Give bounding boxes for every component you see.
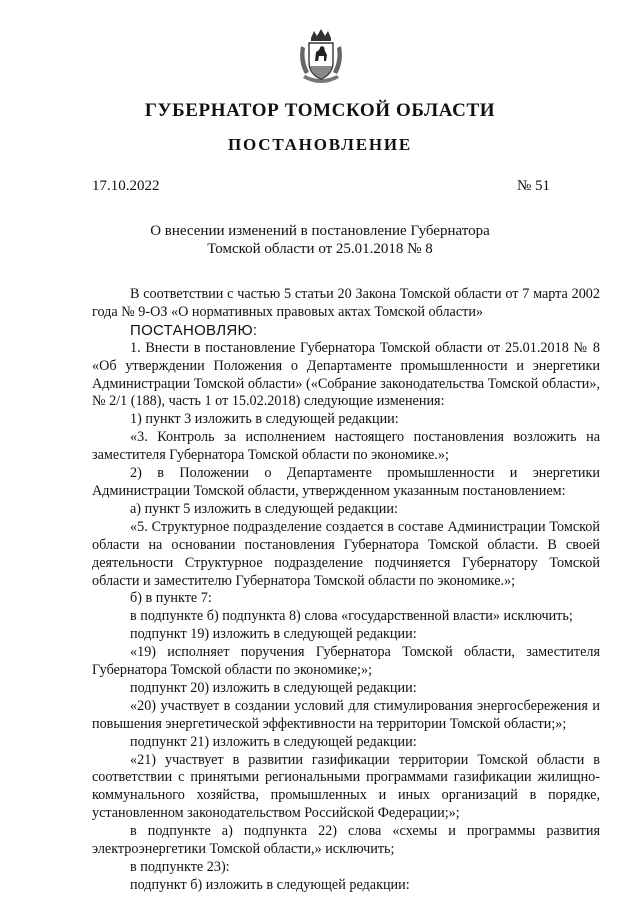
body-paragraph: а) пункт 5 изложить в следующей редакции: xyxy=(130,500,398,517)
body-paragraph: 1. Внести в постановление Губернатора Томской области от 25.01.2018 № 8 «Об утверждении Положения о Департаменте промышленности и энергетики Администрации Томской области» («Собрание законодательства Томской области», № 2/1 (188), часть 1 от 15.02.2018) следующие изменения: xyxy=(92,339,600,410)
document-type: ПОСТАНОВЛЕНИЕ xyxy=(227,135,413,154)
body-paragraph: «21) участвует в развитии газификации территории Томской области в соответствии с принятыми региональными программами газификации жилищно-коммунального хозяйства, промышленных и иных организаций в порядке, установленном законодательством Российской Федерации;»; xyxy=(92,751,600,822)
preamble-paragraph: В соответствии с частью 5 статьи 20 Закона Томской области от 7 марта 2002 года № 9-ОЗ «О нормативных правовых актах Томской области» xyxy=(92,286,600,320)
resolve-heading: ПОСТАНОВЛЯЮ: xyxy=(130,321,258,339)
body-paragraph: в подпункте 23): xyxy=(130,859,230,875)
body-paragraph: подпункт 20) изложить в следующей редакции: xyxy=(130,679,417,696)
body-paragraph: подпункт 21) изложить в следующей редакции: xyxy=(130,733,417,750)
body-paragraph: 1) пункт 3 изложить в следующей редакции: xyxy=(130,411,399,428)
issuer-title: ГУБЕРНАТОР ТОМСКОЙ ОБЛАСТИ xyxy=(144,100,496,121)
body-paragraph: в подпункте а) подпункта 22) слова «схемы и программы развития электроэнергетики Томской области,» исключить; xyxy=(92,823,600,858)
body-paragraph: «19) исполняет поручения Губернатора Томской области, заместителя Губернатора Томской области по экономике;»; xyxy=(92,644,600,679)
document-date: 17.10.2022 xyxy=(92,178,160,194)
body-paragraph: подпункт б) изложить в следующей редакции: xyxy=(130,876,410,893)
document-subject xyxy=(0,222,640,258)
document-number: № 51 xyxy=(516,178,550,194)
body-paragraph: б) в пункте 7: xyxy=(130,590,212,607)
subject-line: Томской области от 25.01.2018 № 8 xyxy=(207,241,433,257)
subject-line: О внесении изменений в постановление Губернатора xyxy=(150,223,490,239)
body-paragraph: в подпункте б) подпункта 8) слова «государственной власти» исключить; xyxy=(130,608,573,625)
tomsk-coat-of-arms-icon xyxy=(297,28,345,88)
body-paragraph: 2) в Положении о Департаменте промышленности и энергетики Администрации Томской области, утвержденном указанным постановлением: xyxy=(92,465,600,499)
body-paragraph: «3. Контроль за исполнением настоящего постановления возложить на заместителя Губернатора Томской области по экономике.»; xyxy=(92,429,600,464)
body-paragraph: «5. Структурное подразделение создается в составе Администрации Томской области на основании постановления Губернатора Томской области. В своей деятельности Структурное подразделение подчиняется Губернатору Томской области и заместителю Губернатора Томской области по экономике.»; xyxy=(92,518,600,589)
document-body xyxy=(92,286,600,895)
body-paragraph: подпункт 19) изложить в следующей редакции: xyxy=(130,626,417,643)
body-paragraph: «20) участвует в создании условий для стимулирования энергосбережения и повышения энергетической эффективности на территории Томской области;»; xyxy=(92,697,600,732)
